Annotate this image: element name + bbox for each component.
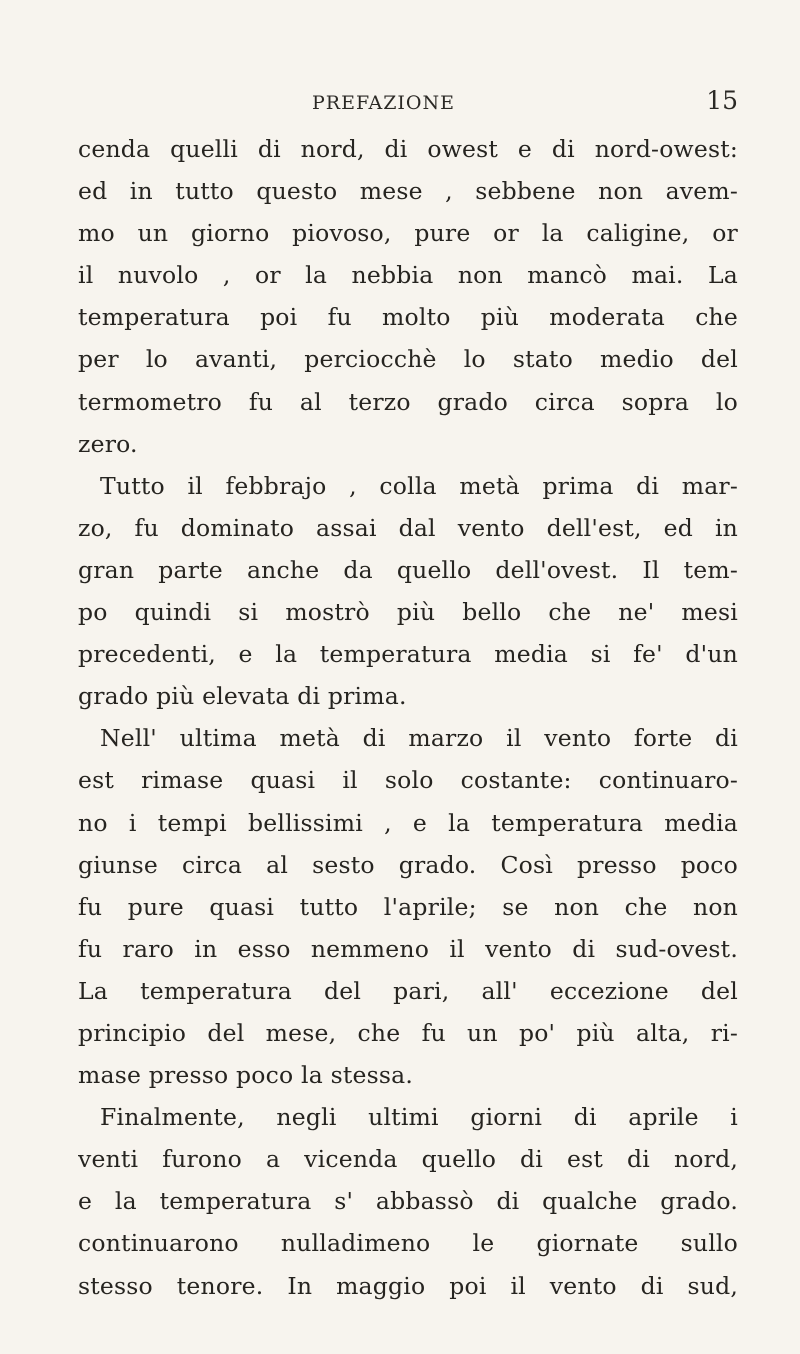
text-line: temperatura poi fu molto più moderata che (78, 303, 738, 332)
paragraph-first-line: Tutto il febbrajo , colla metà prima di mar- (100, 471, 738, 500)
text-line: per lo avanti, perciocchè lo stato medio del (78, 345, 738, 374)
text-line: fu pure quasi tutto l'aprile; se non che non (78, 892, 738, 921)
text-line: precedenti, e la temperatura media si fe' d'un (78, 640, 738, 669)
running-title: PREFAZIONE (312, 92, 455, 114)
text-line: po quindi si mostrò più bello che ne' mesi (78, 598, 738, 627)
text-line: mo un giorno piovoso, pure or la caligine, or (78, 219, 738, 248)
text-line: ed in tutto questo mese , sebbene non avem- (78, 177, 738, 206)
text-line: no i tempi bellissimi , e la temperatura media (78, 808, 738, 837)
text-line: termometro fu al terzo grado circa sopra lo (78, 387, 738, 416)
text-line: mase presso poco la stessa. (78, 1061, 414, 1090)
text-line: principio del mese, che fu un po' più alta, ri- (78, 1018, 738, 1047)
text-line: continuarono nulladimeno le giornate sullo (78, 1229, 738, 1258)
text-line: il nuvolo , or la nebbia non mancò mai. La (78, 261, 738, 290)
paragraph-first-line: Finalmente, negli ultimi giorni di aprile i (100, 1103, 738, 1132)
text-line: venti furono a vicenda quello di est di nord, (78, 1145, 738, 1174)
text-line: La temperatura del pari, all' eccezione del (78, 976, 738, 1005)
text-line: grado più elevata di prima. (78, 682, 407, 711)
text-line: zo, fu dominato assai dal vento dell'est, ed in (78, 513, 738, 542)
text-line: giunse circa al sesto grado. Così presso poco (78, 850, 738, 879)
text-line: fu raro in esso nemmeno il vento di sud-ovest. (78, 934, 738, 963)
page-number: 15 (706, 86, 738, 115)
text-line: est rimase quasi il solo costante: continuaro- (78, 766, 738, 795)
text-line: stesso tenore. In maggio poi il vento di sud, (78, 1271, 738, 1300)
text-line: cenda quelli di nord, di owest e di nord-owest: (78, 135, 738, 163)
paragraph-first-line: Nell' ultima metà di marzo il vento forte di (100, 724, 738, 753)
body-text (78, 128, 738, 1307)
text-line: gran parte anche da quello dell'ovest. Il tem- (78, 555, 738, 584)
page-header (78, 86, 738, 132)
text-line: e la temperatura s' abbassò di qualche grado. (78, 1187, 738, 1216)
text-line: zero. (78, 429, 138, 458)
